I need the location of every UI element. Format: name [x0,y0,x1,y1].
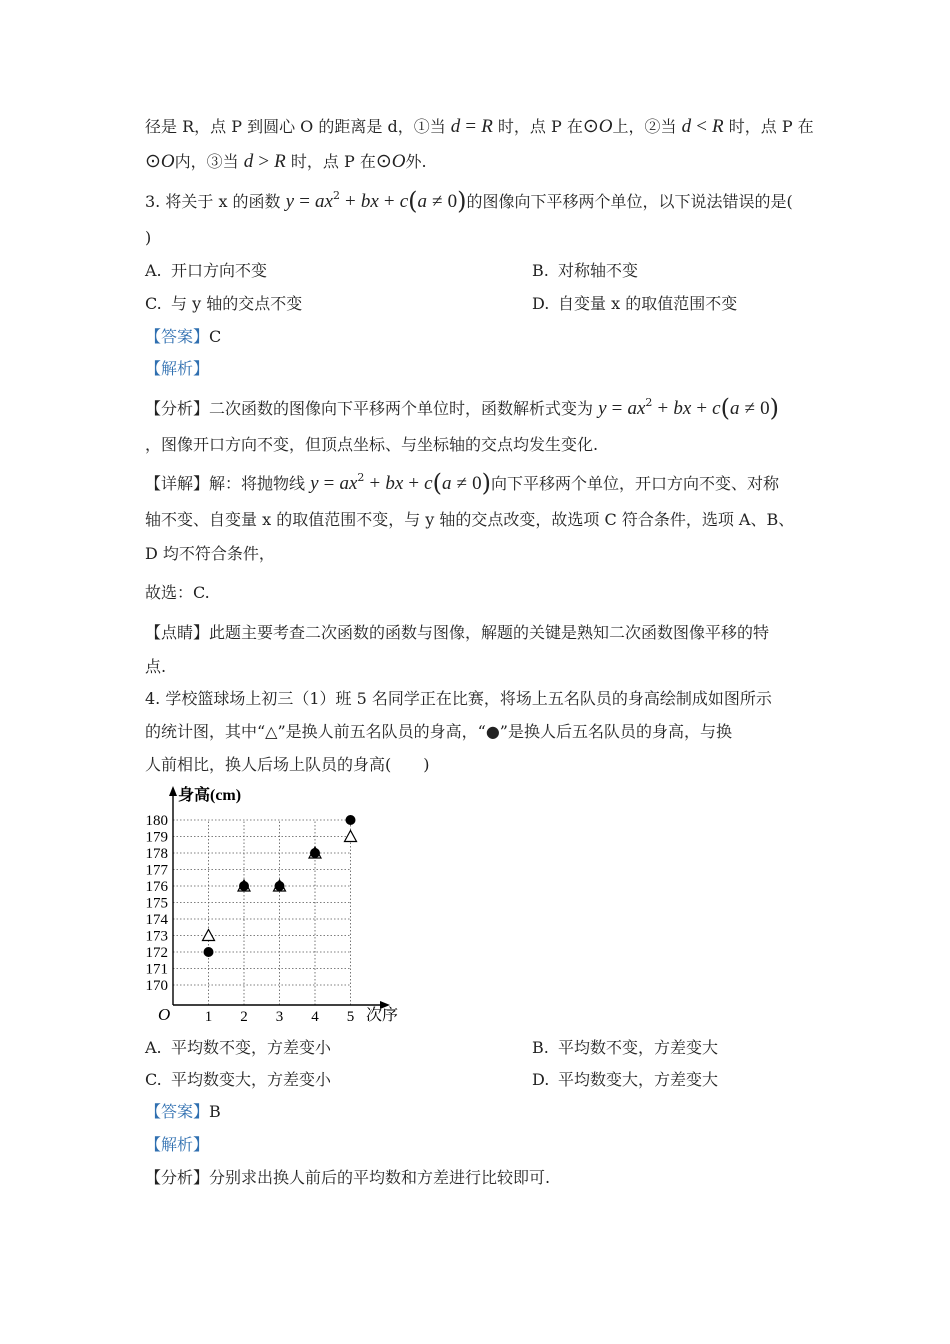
y-tick-label: 177 [145,862,168,879]
q4-stem-1: 4. 学校篮球场上初三（1）班 5 名同学正在比赛，将场上五名队员的身高绘制成如图所示 [145,689,772,708]
q3-fenxi-cont: ，图像开口方向不变，但顶点坐标、与坐标轴的交点均发生变化. [145,435,599,454]
q3-option-b: B. 对称轴不变 [532,261,639,280]
y-tick-label: 171 [145,961,168,978]
q4-analysis-label: 【解析】 [145,1135,210,1154]
y-tick-label: 174 [145,912,168,928]
q3-choose: 故选：C. [145,583,210,602]
q3-analysis-label: 【解析】 [145,359,210,378]
y-tick-label: 175 [145,895,168,912]
x-tick-label: 2 [240,1009,248,1025]
x-tick-label: 1 [204,1009,213,1025]
q3-dianjing: 【点睛】此题主要考查二次函数的函数与图像，解题的关键是熟知二次函数图像平移的特 [145,623,770,642]
q3-option-c: C. 与 y 轴的交点不变 [145,294,303,313]
y-axis-label: 身高(cm) [178,787,242,804]
intro-line-1: 径是 R，点 P 到圆心 O 的距离是 d，①当 d = R 时，点 P 在⊙O上，②当 d < R 时，点 P 在 [145,116,814,137]
y-tick-labels [146,813,169,994]
q3-stem: 3. 将关于 x 的函数 $y = ax^2$ + bx + c(a ≠ 0)的图像向下平移两个单位，以下说法错误的是( [145,187,793,215]
circle-marker-after [346,815,356,825]
q4-stem-2: 的统计图，其中“△”是换人前五名队员的身高，“●”是换人后五名队员的身高，与换 [145,722,732,741]
q4-option-c: C. 平均数变大，方差变小 [145,1070,332,1089]
q4-option-a: A. 平均数不变，方差变小 [145,1038,332,1057]
y-tick-label: 172 [145,945,168,961]
q3-answer: 【答案】C [145,327,222,346]
chart-gridlines [173,820,351,1005]
y-axis-arrow [169,786,177,796]
circle-marker-after [275,881,285,891]
q4-fenxi: 【分析】分别求出换人前后的平均数和方差进行比较即可. [145,1168,551,1187]
x-tick-label: 4 [311,1009,319,1025]
q3-option-d: D. 自变量 x 的取值范围不变 [532,294,738,313]
y-tick-label: 178 [145,846,168,862]
x-tick-label: 3 [275,1009,284,1025]
x-axis-label: 次序 [366,1007,399,1024]
q3-option-a: A. 开口方向不变 [145,261,268,280]
q3-xiangjie-3: D 均不符合条件， [145,544,275,563]
origin-label: O [158,1005,171,1024]
q3-dianjing-cont: 点. [145,657,167,676]
y-tick-label: 179 [145,829,168,846]
q4-option-d: D. 平均数变大，方差变大 [532,1070,719,1089]
circle-marker-after [204,947,214,957]
q4-option-b: B. 平均数不变，方差变大 [532,1038,719,1057]
y-tick-label: 180 [145,813,168,829]
x-tick-labels [205,1009,355,1025]
q4-answer: 【答案】B [145,1102,221,1121]
y-tick-label: 176 [145,879,168,895]
q3-fenxi: 【分析】二次函数的图像向下平移两个单位时，函数解析式变为 $y = ax^2$ + bx + c(a ≠ 0) [145,394,779,422]
q4-stem-3: 人前相比，换人后场上队员的身高( ) [145,755,430,774]
triangle-marker-before [345,831,357,842]
q3-xiangjie: 【详解】解：将抛物线 $y = ax^2$ + bx + c(a ≠ 0)向下平移两个单位，开口方向不变、对称 [145,469,779,497]
x-tick-label: 5 [346,1009,355,1025]
circle-marker-after [310,848,320,858]
q3-xiangjie-2: 轴不变、自变量 x 的取值范围不变，与 y 轴的交点改变，故选项 C 符合条件，选项 A、B、 [145,510,795,529]
y-tick-label: 173 [145,928,168,945]
y-tick-label: 170 [145,978,168,994]
circle-marker-after [239,881,249,891]
intro-line-2: ⊙O内，③当 d > R 时，点 P 在⊙O外. [145,151,427,172]
height-scatter-chart [130,780,420,1030]
triangle-marker-before [203,930,215,941]
q3-stem-cont: ) [145,228,152,247]
